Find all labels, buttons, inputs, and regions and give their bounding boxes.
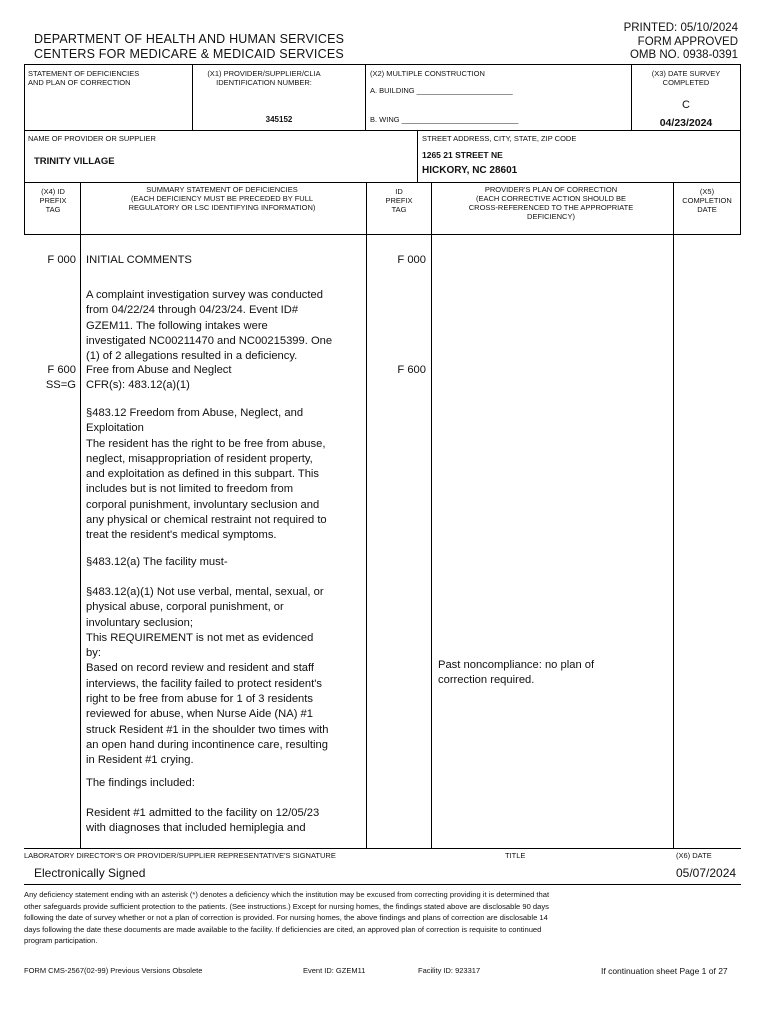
building-field: A. BUILDING _______________________ (370, 86, 513, 95)
title-label: TITLE (505, 851, 526, 860)
agency-name: CENTERS FOR MEDICARE & MEDICAID SERVICES (34, 47, 344, 61)
regulation-text: §483.12 Freedom from Abuse, Neglect, and Exploitation The resident has the right to be free from abuse, neglect, misappropriation of resident property, and exploitation as defined in this subpart. This includes but is not limited to freedom from corporal punishment, involuntary seclusion and any physical or chemical restraint not required to treat the resident's medical symptoms. (86, 407, 327, 542)
page-indicator: If continuation sheet Page 1 of 27 (601, 966, 728, 976)
x1-label: (X1) PROVIDER/SUPPLIER/CLIA IDENTIFICATION NUMBER: (207, 69, 321, 87)
x4-column-header: (X4) ID PREFIX TAG (39, 187, 67, 214)
signature-date: 05/07/2024 (676, 866, 737, 880)
x3-letter: C (682, 99, 690, 111)
resident-text: Resident #1 admitted to the facility on 12/05/23 with diagnoses that included hemiplegia and (86, 807, 320, 835)
department-name: DEPARTMENT OF HEALTH AND HUMAN SERVICES (34, 32, 345, 46)
provider-name-label: NAME OF PROVIDER OR SUPPLIER (28, 134, 156, 143)
signature-value: Electronically Signed (34, 866, 146, 880)
x2-label: (X2) MULTIPLE CONSTRUCTION (370, 69, 485, 78)
regulation-a: §483.12(a) The facility must- (86, 556, 228, 568)
initial-comments-text: A complaint investigation survey was conducted from 04/22/24 through 04/23/24. Event ID# GZEM11. The following intakes were investigated NC00211470 and NC00215399. One (1) of 2 allegations resulted in a deficiency. (86, 289, 333, 363)
street-address: 1265 21 STREET NE (422, 150, 503, 160)
plan-of-correction-text: Past noncompliance: no plan of correction required. (438, 659, 595, 687)
form-approval-block (624, 22, 738, 63)
provider-name: TRINITY VILLAGE (34, 156, 115, 167)
event-id: Event ID: GZEM11 (303, 966, 366, 975)
x3-label: (X3) DATE SURVEY COMPLETED (651, 69, 721, 87)
x5-column-header: (X5) COMPLETION DATE (682, 187, 732, 214)
wing-field: B. WING ____________________________ (370, 115, 519, 124)
id-column-header: ID PREFIX TAG (385, 187, 413, 214)
initial-comments-heading: INITIAL COMMENTS (86, 254, 192, 266)
summary-column-header: SUMMARY STATEMENT OF DEFICIENCIES (EACH DEFICIENCY MUST BE PRECEDED BY FULL REGULATORY OR LSC IDENTIFYING INFORMATION) (128, 185, 316, 212)
tag-f600: F 600 (47, 364, 76, 376)
statement-label: STATEMENT OF DEFICIENCIES AND PLAN OF CORRECTION (28, 69, 140, 87)
plan-column-header: PROVIDER'S PLAN OF CORRECTION (EACH CORRECTIVE ACTION SHOULD BE CROSS-REFERENCED TO THE APPROPRIATE DEFICIENCY) (468, 185, 634, 221)
provider-number: 345152 (265, 115, 293, 124)
omb-number: OMB NO. 0938-0391 (629, 49, 738, 61)
tag-f000-right: F 000 (397, 254, 426, 266)
f600-heading: Free from Abuse and Neglect CFR(s): 483.12(a)(1) (86, 364, 232, 392)
tag-f000: F 000 (47, 254, 76, 266)
form-number: FORM CMS-2567(02-99) Previous Versions Obsolete (24, 966, 203, 975)
regulation-a1-and-finding: §483.12(a)(1) Not use verbal, mental, sexual, or physical abuse, corporal punishment, or involuntary seclusion; This REQUIREMENT is not met as evidenced by: Based on record review and resident and staff interviews, the facility failed to protect resident's right to be free from abuse for 1 of 3 residents reviewed for abuse, when Nurse Aide (NA) #1 struck Resident #1 in the shoulder two times with an open hand during incontinence care, resulting in Resident #1 crying. (86, 586, 329, 767)
scope-severity: SS=G (45, 379, 76, 391)
x6-date-label: (X6) DATE (676, 851, 712, 860)
agency-header (34, 32, 344, 62)
form-approved-label: FORM APPROVED (637, 35, 738, 48)
printed-date: PRINTED: 05/10/2024 (623, 22, 738, 34)
signature-label: LABORATORY DIRECTOR'S OR PROVIDER/SUPPLIER REPRESENTATIVE'S SIGNATURE (24, 851, 336, 860)
city-state-zip: HICKORY, NC 28601 (422, 165, 518, 176)
facility-id: Facility ID: 923317 (418, 966, 481, 975)
tag-f600-right: F 600 (397, 364, 426, 376)
disclaimer-text: Any deficiency statement ending with an asterisk (*) denotes a deficiency which the institution may be excused from correcting providing it is determined that other safeguards provide sufficient protection to the patients. (See instructions.) Except for nursing homes, the findings stated above are disclosable 90 days following the date of survey whether or not a plan of correction is provided. For nursing homes, the above findings and plans of correction are disclosable 14 days following the date these documents are made available to the facility. If deficiencies are cited, an approved plan of correction is requisite to continued program participation. (24, 890, 550, 945)
address-label: STREET ADDRESS, CITY, STATE, ZIP CODE (422, 134, 577, 143)
findings-heading: The findings included: (86, 777, 195, 789)
survey-completed-date: 04/23/2024 (659, 117, 713, 129)
